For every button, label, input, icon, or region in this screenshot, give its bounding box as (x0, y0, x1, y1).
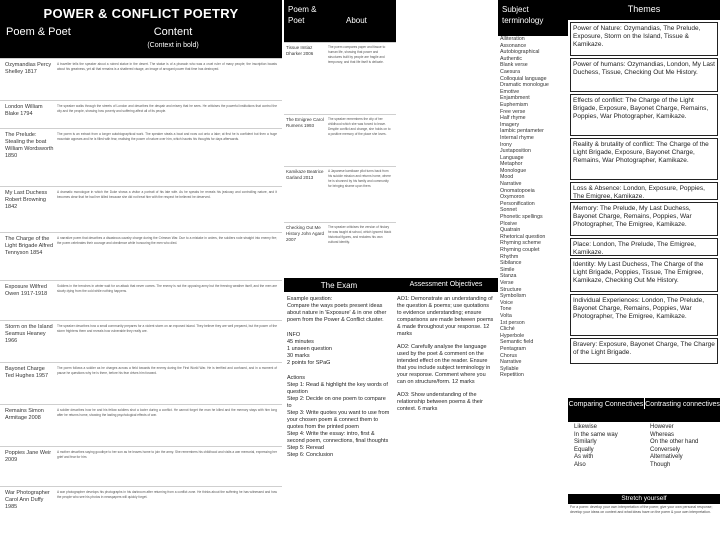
theme-box: Identity: My Last Duchess, The Charge of the Light Brigade, Poppies, Tissue, The Emigree, Kamikaze, Checking Out Me History. (570, 258, 718, 292)
context-header (284, 0, 396, 42)
exam-header: The Exam (284, 278, 394, 292)
context-poem-name: Tissue Imtiaz Dharker 2006 (286, 45, 314, 56)
poem-row (0, 362, 282, 404)
poem-name: Bayonet Charge Ted Hughes 1957 (5, 366, 49, 379)
poem-name: Storm on the Island Seamus Heaney 1966 (5, 324, 53, 344)
context-row (284, 42, 396, 114)
poem-content: A dramatic monologue in which the Duke shows a visitor a portrait of his late wife. As he speaks he reveals his jealousy and controlling nature, and it becomes clear that he had her killed because she did not treat him with the respect he believed he deserved. (57, 190, 277, 199)
poem-name: War Photographer Carol Ann Duffy 1985 (5, 490, 50, 510)
poem-name: The Prelude: Stealing the boat William Wordsworth 1850 (5, 132, 54, 159)
context-poem-about: The poem compares paper and tissue to human life, showing that power and structures built by people are fragile and temporary, and that life itself is delicate. (328, 45, 386, 64)
poem-content: A narrative poem that describes a disastrous cavalry charge during the Crimean War. Due to a mistake in orders, the soldiers rode straight into enemy fire; the poem celebrates their courage and obedience while honouring the men who died. (57, 236, 277, 245)
theme-box: Place: London, The Prelude, The Emigree, Kamikaze. (570, 238, 718, 256)
poem-row (0, 128, 282, 186)
ao-header: Assessment Objectives (394, 278, 498, 292)
action-step: Step 3: Write quotes you want to use from your chosen poem & connect them to quotes from the printed poem (287, 410, 390, 430)
info-title: INFO (287, 332, 301, 338)
theme-box: Effects of conflict: The Charge of the Light Brigade, Exposure, Bayonet Charge, Remains, Poppies, War Photographer, Kamikaze. (570, 94, 718, 136)
themes-header (568, 0, 720, 20)
poem-name: Remains Simon Armitage 2008 (5, 408, 44, 421)
poem-content: The poem follows a soldier as he charges across a field towards the enemy during the First World War. He is terrified and confused, and in a moment of pause he questions why he is there, before his fear drives him forward. (57, 366, 277, 375)
stretch-header (568, 494, 720, 504)
poem-name: Exposure Wilfred Owen 1917-1918 (5, 284, 48, 297)
info-line: 45 minutes (287, 339, 314, 345)
poem-name: Poppies Jane Weir 2009 (5, 450, 52, 463)
context-poem-about: A Japanese kamikaze pilot turns back from his suicide mission and returns home, where he is shunned by his family and community for bringing shame upon them. (328, 169, 391, 188)
poem-row (0, 486, 282, 540)
context-poem-name: The Emigree Carol Rumens 1993 (286, 117, 324, 128)
context-poem-name: Kamikaze Beatrice Garland 2013 (286, 169, 324, 180)
poem-row (0, 446, 282, 486)
context-poem-label: Poem & Poet (288, 5, 317, 25)
theme-box: Individual Experiences: London, The Prelude, Bayonet Charge, Remains, Poppies, War Photographer, The Emigree, Kamikaze. (570, 294, 718, 336)
content-column-hint: (Context in bold) (147, 42, 199, 49)
poem-row (0, 186, 282, 232)
page-title: POWER & CONFLICT POETRY (43, 6, 239, 21)
action-step: Step 2: Decide on one poem to compare to (287, 396, 386, 409)
comparing-connectives-label: Comparing Connectives (568, 401, 644, 408)
poem-row (0, 404, 282, 446)
exam-panel (284, 293, 394, 540)
poem-content: A war photographer develops his photographs in his darkroom after returning from a conflict zone. He thinks about the suffering he has witnessed and how the people who see his photos in newspapers will quickly forget. (57, 490, 277, 499)
contrasting-connectives-label: Contrasting connectives (644, 398, 720, 409)
action-step: Step 4: Write the essay: intro, first & second poem, connections, final thoughts (287, 431, 389, 444)
comparing-list: Likewise In the same way Similarly Equally As with Also (574, 424, 618, 468)
poem-row (0, 320, 282, 362)
poem-content: Soldiers in the trenches in winter wait for an attack that never comes. The enemy is not the opposing army but the freezing weather itself, and the men are slowly dying from the cold while nothing happens. (57, 284, 277, 293)
poem-row (0, 100, 282, 128)
context-row (284, 166, 396, 222)
ao1-text: AO1: Demonstrate an understanding of the question & poems; use quotations to evidence understanding; ensure comparisons are made between poems & made throughout your response. 12 marks (397, 296, 494, 337)
action-step: Step 5: Reread (287, 445, 324, 451)
example-title: Example question: (287, 296, 333, 302)
poem-content: A traveller tells the speaker about a ruined statue in the desert. The statue is of a pharaoh who was a cruel ruler of many people; the inscription boasts about his greatness, yet all that remains is a shattered visage, an image of arrogant power that time has destroyed. (57, 62, 277, 71)
terminology-header (498, 0, 568, 36)
action-step: Step 6: Conclusion (287, 452, 334, 458)
poem-content: A soldier describes how he and his fellow soldiers shot a looter during a conflict. He cannot forget the man he killed and the memory stays with him long after he returns home, showing the lasting psychological effects of war. (57, 408, 277, 417)
info-line: 1 unseen question (287, 346, 332, 352)
info-line: 30 marks (287, 353, 310, 359)
context-poem-about: The speaker remembers the city of her childhood which she was forced to leave. Despite conflict and change, she holds on to a positive memory of the place she loves. (328, 117, 391, 136)
ao-panel (394, 293, 498, 540)
stretch-text: For a poem: develop your own interpretation of the poem; give your own personal response; develop your ideas on context and what ideas have on the poem & your own interpretation. (570, 505, 713, 514)
poetry-title-header (0, 0, 282, 58)
poem-content: The speaker walks through the streets of London and describes the despair and misery that he sees. He criticises the powerful institutions that control the city and the people, showing how poverty and suffering affect all of its people. (57, 104, 277, 113)
poem-name: My Last Duchess Robert Browning 1842 (5, 190, 48, 210)
poem-row (0, 280, 282, 320)
actions-title: Actions (287, 375, 306, 381)
about-label: About (346, 16, 367, 25)
poem-name: Ozymandias Percy Shelley 1817 (5, 62, 52, 75)
poem-column-label: Poem & Poet (6, 26, 71, 38)
theme-box: Loss & Absence: London, Exposure, Poppies, The Emigree, Kamikaze. (570, 182, 718, 200)
content-column-label: Content (153, 26, 193, 38)
contrasting-list: However Whereas On the other hand Conversely Alternatively Though (650, 424, 699, 468)
theme-box: Power of humans: Ozymandias, London, My Last Duchess, Tissue, Checking Out Me History. (570, 58, 718, 92)
poem-row (0, 58, 282, 100)
example-question: Compare the ways poets present ideas about nature in 'Exposure' & in one other poem from the Power & Conflict cluster. (287, 303, 387, 323)
ao2-text: AO2: Carefully analyse the language used by the poet & comment on the intended effect on the reader. Ensure that you include subject terminology in your response. Comment where you can on structure/form. 12 marks (397, 344, 491, 385)
poem-name: The Charge of the Light Brigade Alfred Tennyson 1854 (5, 236, 54, 256)
context-row (284, 222, 396, 278)
context-row (284, 114, 396, 166)
ao3-text: AO3: Show understanding of the relationship between poems & their context. 6 marks (397, 392, 483, 412)
theme-box: Reality & brutality of conflict: The Charge of the Light Brigade, Exposure, Bayonet Charge, Remains, War Photographer, Kamikaze. (570, 138, 718, 180)
poem-content: The poem is an extract from a longer autobiographical work. The speaker steals a boat and rows out onto a lake; at first he is confident but then a huge mountain appears and he is filled with fear, realising the power of nature over him, which haunts his thoughts for days afterwards. (57, 132, 277, 141)
poem-row (0, 232, 282, 280)
connectives-header (568, 398, 720, 422)
context-poem-about: The speaker criticises the version of history he was taught at school, which ignored black historical figures, and reclaims his own cultural identity. (328, 225, 392, 244)
poem-content: A mother describes saying goodbye to her son as he leaves home to join the army. She remembers his childhood and visits a war memorial, expressing her grief and fear for him. (57, 450, 277, 459)
poem-content: The speaker describes how a small community prepares for a violent storm on an exposed island. They believe they are well prepared, but the power of the storm frightens them and reveals how vulnerable they really are. (57, 324, 277, 333)
poem-name: London William Blake 1794 (5, 104, 43, 117)
themes-label: Themes (627, 4, 661, 14)
info-line: 2 points for SPaG (287, 360, 331, 366)
context-poem-name: Checking Out Me History John Agard 2007 (286, 225, 325, 242)
action-step: Step 1: Read & highlight the key words of question (287, 382, 388, 395)
terminology-list: Alliteration Assonance Autobiographical Authentic Blank verse Caesura Colloquial language Dramatic monologue Emotive Enjambment Euphemism Free verse Half rhyme Imagery Iambic pentameter Internal rhyme Irony Juxtaposition Language Metaphor Monologue Mood Narrative Onomatopoeia Oxymoron Personification Sonnet Phonetic spellings Plosive Quatrain Rhetorical question Rhyming scheme Rhyming couplet Rhythm Sibilance Simile Stanza Verse Structure Symbolism Voice Tone Volta 1st person Cliché Hyperbole Semantic field Pentagram Chorus Narrative Syllable Repetition (500, 36, 549, 379)
terminology-label: Subject terminology (502, 5, 544, 25)
theme-box: Bravery: Exposure, Bayonet Charge, The Charge of the Light Brigade. (570, 338, 718, 364)
stretch-label: Stretch yourself (621, 495, 667, 502)
theme-box: Power of Nature: Ozymandias, The Prelude, Exposure, Storm on the Island, Tissue & Kamikaze. (570, 22, 718, 56)
theme-box: Memory: The Prelude, My Last Duchess, Bayonet Charge, Remains, Poppies, War Photographer, The Emigree, Kamikaze. (570, 202, 718, 236)
